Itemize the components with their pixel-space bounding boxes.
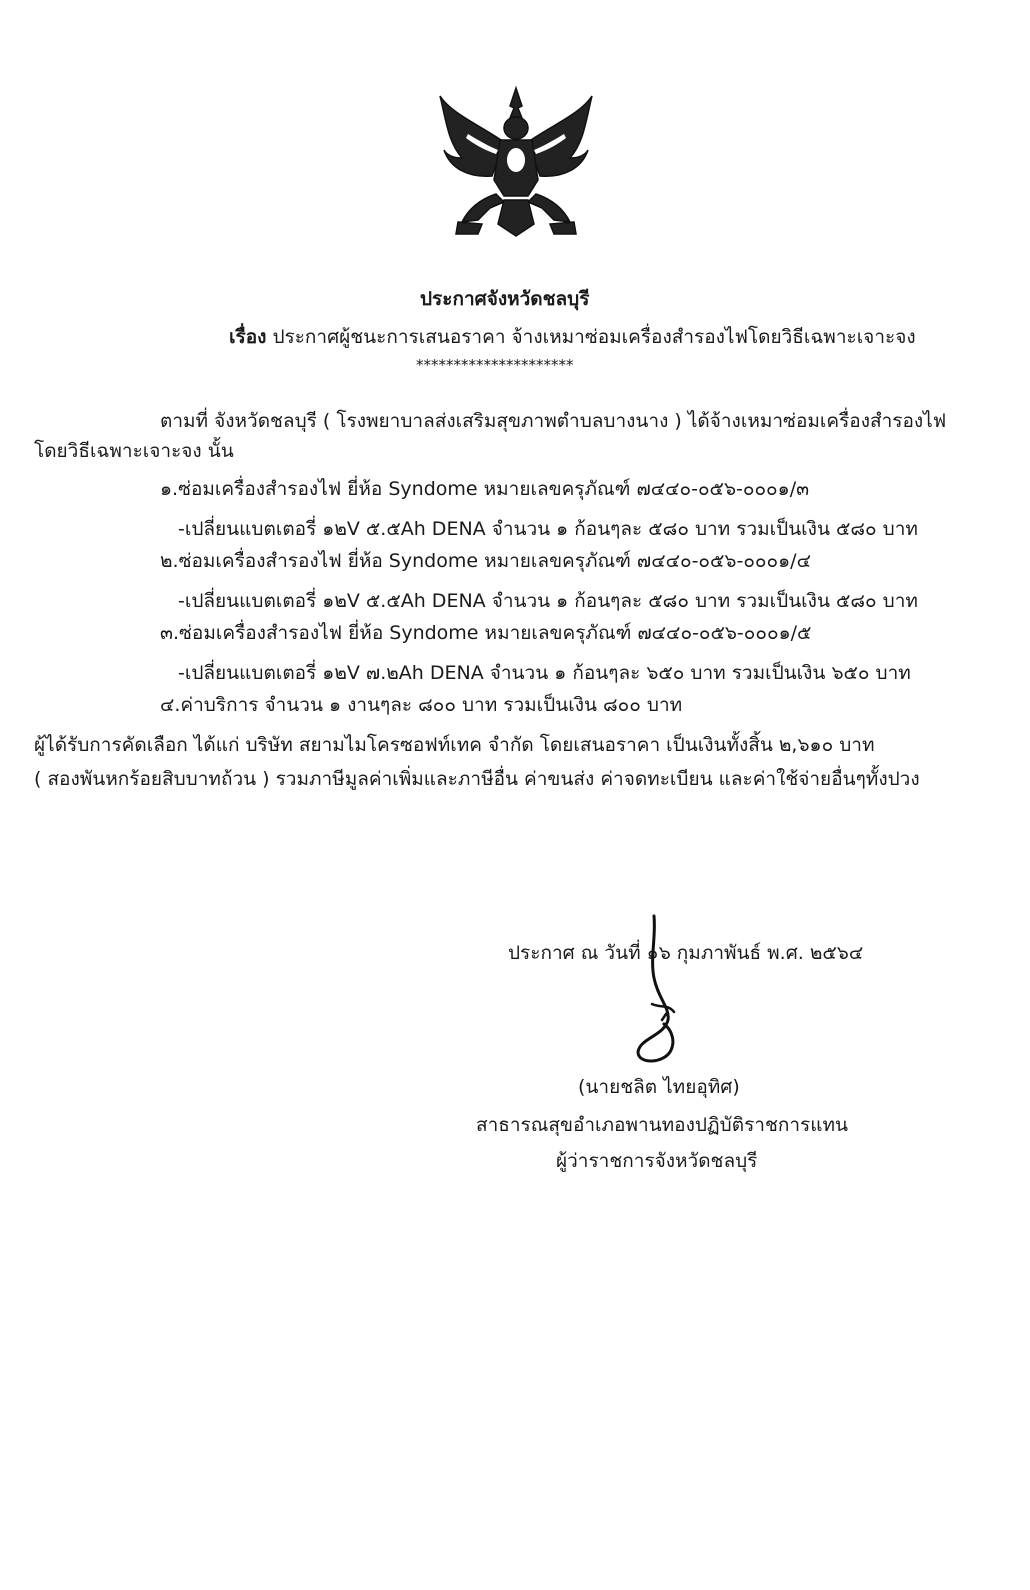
- item-2-detail: -เปลี่ยนแบตเตอรี่ ๑๒V ๕.๕Ah DENA จำนวน ๑ ก้อนๆละ ๕๘๐ บาท รวมเป็นเงิน ๕๘๐ บาท: [178, 590, 918, 612]
- item-1-detail: -เปลี่ยนแบตเตอรี่ ๑๒V ๕.๕Ah DENA จำนวน ๑ ก้อนๆละ ๕๘๐ บาท รวมเป็นเงิน ๕๘๐ บาท: [178, 518, 918, 540]
- garuda-emblem-icon: [438, 84, 594, 244]
- signature-icon: [610, 908, 720, 1068]
- intro-line-2: โดยวิธีเฉพาะเจาะจง นั้น: [34, 440, 234, 462]
- subject-line: [229, 324, 916, 350]
- signer-position: สาธารณสุขอำเภอพานทองปฏิบัติราชการแทน: [476, 1114, 848, 1136]
- document-title: ประกาศจังหวัดชลบุรี: [420, 288, 590, 310]
- winner-line-2: ( สองพันหกร้อยสิบบาทถ้วน ) รวมภาษีมูลค่าเพิ่มและภาษีอื่น ค่าขนส่ง ค่าจดทะเบียน และค่าใช้จ่ายอื่นๆทั้งปวง: [34, 768, 920, 790]
- signer-organization: ผู้ว่าราชการจังหวัดชลบุรี: [556, 1150, 758, 1172]
- item-2-title: ๒.ซ่อมเครื่องสำรองไฟ ยี่ห้อ Syndome หมายเลขครุภัณฑ์ ๗๔๔๐-๐๕๖-๐๐๐๑/๔: [160, 550, 811, 572]
- signer-name: (นายชลิต ไทยอุทิศ): [578, 1076, 740, 1098]
- item-3-detail: -เปลี่ยนแบตเตอรี่ ๑๒V ๗.๒Ah DENA จำนวน ๑ ก้อนๆละ ๖๕๐ บาท รวมเป็นเงิน ๖๕๐ บาท: [178, 662, 911, 684]
- item-1-title: ๑.ซ่อมเครื่องสำรองไฟ ยี่ห้อ Syndome หมายเลขครุภัณฑ์ ๗๔๔๐-๐๕๖-๐๐๐๑/๓: [160, 478, 810, 500]
- winner-line-1: ผู้ได้รับการคัดเลือก ได้แก่ บริษัท สยามไมโครซอฟท์เทค จำกัด โดยเสนอราคา เป็นเงินทั้งสิ้น ๒,๖๑๐ บาท: [34, 734, 875, 756]
- subject-label: เรื่อง: [229, 326, 267, 348]
- announcement-date: ประกาศ ณ วันที่ ๑๖ กุมภาพันธ์ พ.ศ. ๒๕๖๔: [508, 942, 864, 964]
- intro-line-1: ตามที่ จังหวัดชลบุรี ( โรงพยาบาลส่งเสริมสุขภาพตำบลบางนาง ) ได้จ้างเหมาซ่อมเครื่องสำรองไฟ: [160, 410, 947, 432]
- item-3-title: ๓.ซ่อมเครื่องสำรองไฟ ยี่ห้อ Syndome หมายเลขครุภัณฑ์ ๗๔๔๐-๐๕๖-๐๐๐๑/๕: [160, 622, 812, 644]
- subject-text: ประกาศผู้ชนะการเสนอราคา จ้างเหมาซ่อมเครื่องสำรองไฟโดยวิธีเฉพาะเจาะจง: [272, 326, 916, 348]
- item-4-service: ๔.ค่าบริการ จำนวน ๑ งานๆละ ๘๐๐ บาท รวมเป็นเงิน ๘๐๐ บาท: [160, 694, 683, 716]
- separator-stars: *********************: [416, 356, 574, 374]
